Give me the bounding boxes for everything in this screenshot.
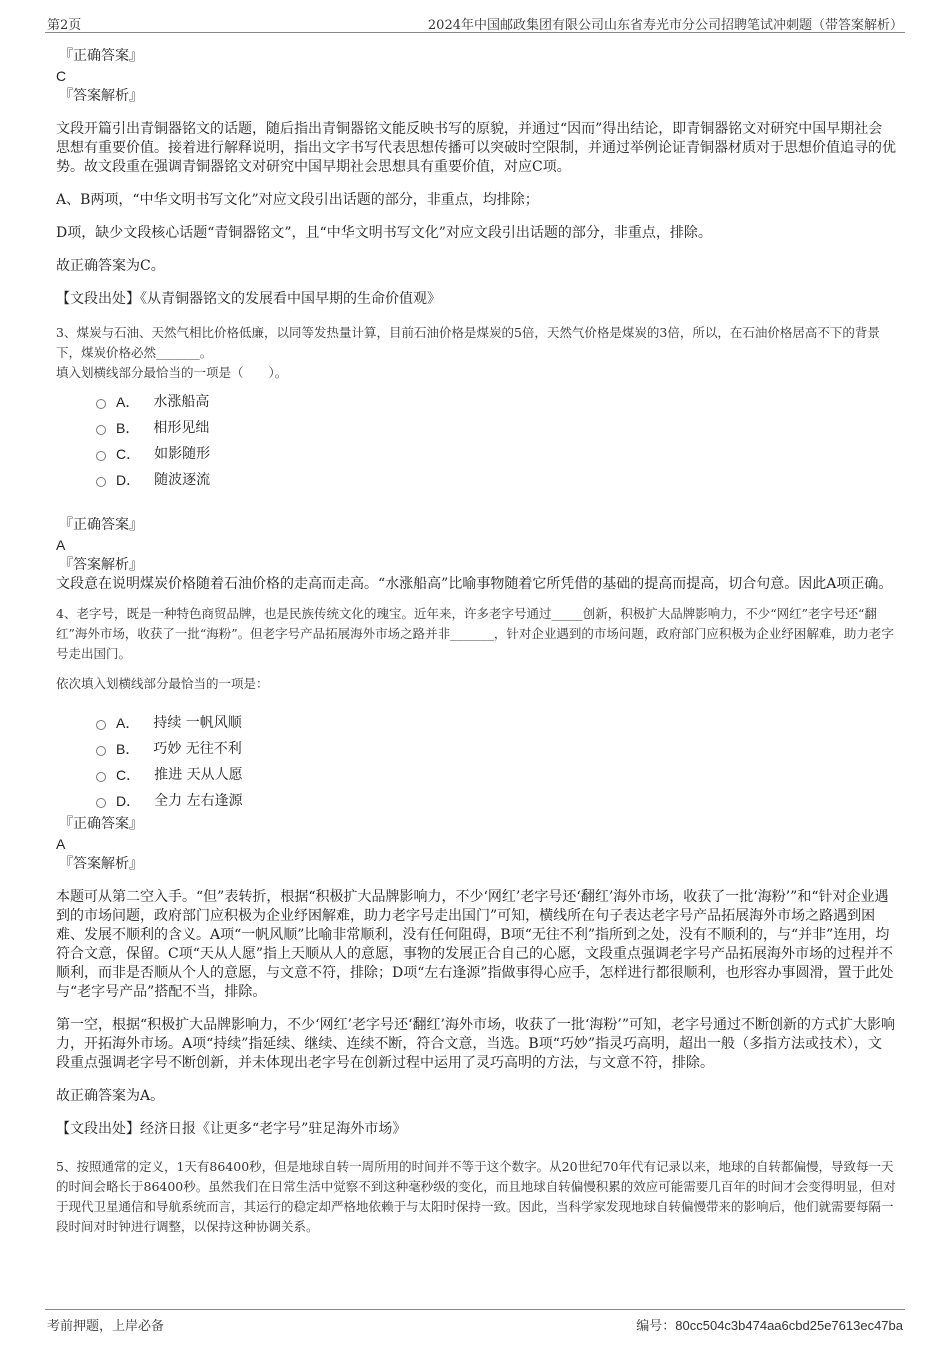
- analysis-text: 本题可从第二空入手。“但”表转折，根据“积极扩大品牌影响力，不少‘网红’老字号还‘翻红’海外市场，收获了一批‘海粉’”和“针对企业遇到的市场问题，政府部门应积极为企业纾困解难，助力老字号走出国门”可知，横线所在句子表达老字号产品拓展海外市场之路遇到困难、发展不顺利的含义。A项“一帆风顺”比喻非常顺利，没有任何阻碍，B项“无往不利”指所到之处，没有不顺利的，与“并非”连用，均符合文意，保留。C项“天从人愿”指上天顺从人的意愿，事物的发展正合自己的心愿，文段重点强调老字号产品拓展海外市场的过程并不顺利，而非是否顺从个人的意愿，与文意不符，排除；D项“左右逢源”指做事得心应手，怎样进行都很顺利，也形容办事圆滑，置于此处与“老字号产品”搭配不当，排除。: [56, 889, 894, 1000]
- answer-label: 『正确答案』: [59, 48, 143, 64]
- option-text: 随波逐流: [154, 472, 211, 488]
- answer-label: 『正确答案』: [59, 517, 143, 533]
- radio-icon[interactable]: [96, 720, 106, 730]
- page-number: 第2页: [47, 18, 82, 33]
- option-text: 持续 一帆风顺: [153, 715, 242, 731]
- source-citation: 【文段出处】经济日报《让更多“老字号”驻足海外市场》: [56, 1121, 407, 1137]
- option-d[interactable]: [96, 467, 896, 493]
- question-stem: 4、老字号，既是一种特色商贸品牌，也是民族传统文化的瑰宝。近年来，许多老字号通过_____创新，积极扩大品牌影响力，不少“网红”老字号还“翻红”海外市场，收获了一批“海粉”。但老字号产品拓展海外市场之路并非_______，针对企业遇到的市场问题，政府部门应积极为企业纾困解难，助力老字号走出国门。: [56, 606, 894, 661]
- radio-icon[interactable]: [96, 798, 106, 808]
- radio-icon[interactable]: [96, 477, 106, 487]
- document-title: 2024年中国邮政集团有限公司山东省寿光市分公司招聘笔试冲刺题（带答案解析）: [427, 18, 903, 33]
- option-letter: C．: [116, 446, 141, 462]
- question-stem: 5、按照通常的定义，1天有86400秒，但是地球自转一周所用的时间并不等于这个数字。从20世纪70年代有记录以来，地球的自转都偏慢，导致每一天的时间会略长于86400秒。虽然我们在日常生活中觉察不到这种毫秒级的变化，而且地球自转偏慢积累的效应可能需要几百年的时间才会变得明显，但对于现代卫星通信和导航系统而言，其运行的稳定却严格地依赖于与太阳时保持一致。因此，当科学家发现地球自转偏慢带来的影响后，他们就需要每隔一段时间对时钟进行调整，以保持这种协调关系。: [56, 1159, 896, 1234]
- analysis-text: 文段开篇引出青铜器铭文的话题，随后指出青铜器铭文能反映书写的原貌，并通过“因而”得出结论，即青铜器铭文对研究中国早期社会思想有重要价值。接着进行解释说明，指出文字书写代表思想传播可以突破时空限制，并通过举例论证青铜器材质对于思想价值追寻的优势。故文段重在强调青铜器铭文对研究中国早期社会思想具有重要价值，对应C项。: [56, 121, 896, 175]
- analysis-text: 文段意在说明煤炭价格随着石油价格的走高而走高。“水涨船高”比喻事物随着它所凭借的基础的提高而提高，切合句意。因此A项正确。: [56, 576, 893, 592]
- option-letter: D．: [116, 793, 141, 809]
- answer-value: A: [56, 836, 66, 852]
- question-prompt: 填入划横线部分最恰当的一项是（ ）。: [56, 365, 288, 380]
- option-letter: A．: [116, 715, 140, 731]
- radio-icon[interactable]: [96, 746, 106, 756]
- option-b[interactable]: [96, 415, 896, 441]
- question-stem: 3、煤炭与石油、天然气相比价格低廉，以同等发热量计算，目前石油价格是煤炭的5倍，天然气价格是煤炭的3倍，所以，在石油价格居高不下的背景下，煤炭价格必然_______。: [56, 325, 880, 360]
- option-letter: B．: [116, 420, 140, 436]
- radio-icon[interactable]: [96, 772, 106, 782]
- footer-slogan: 考前押题，上岸必备: [47, 1319, 165, 1334]
- option-letter: D．: [116, 472, 141, 488]
- answer-value: A: [56, 537, 66, 553]
- option-text: 水涨船高: [153, 394, 210, 410]
- question-prompt: 依次填入划横线部分最恰当的一项是：: [56, 676, 269, 691]
- option-a[interactable]: [96, 710, 896, 736]
- option-letter: B．: [116, 741, 140, 757]
- source-citation: 【文段出处】《从青铜器铭文的发展看中国早期的生命价值观》: [56, 291, 441, 307]
- document-id: 编号：80cc504c3b474aa6cbd25e7613ec47ba: [636, 1318, 903, 1333]
- analysis-text: 第一空，根据“积极扩大品牌影响力，不少‘网红’老字号还‘翻红’海外市场，收获了一批‘海粉’”可知，老字号通过不断创新的方式扩大影响力，开拓海外市场。A项“持续”指延续、继续、连续不断，符合文意，当选。B项“巧妙”指灵巧高明，超出一般（多指方法或技术），文段重点强调老字号不断创新，并未体现出老字号在创新过程中运用了灵巧高明的方法，与文意不符，排除。: [56, 1017, 896, 1071]
- analysis-label: 『答案解析』: [59, 557, 143, 573]
- option-text: 巧妙 无往不利: [153, 741, 242, 757]
- page-header: [45, 12, 905, 33]
- page-footer: [45, 1309, 905, 1336]
- page-content: [56, 46, 896, 1237]
- analysis-label: 『答案解析』: [59, 856, 143, 872]
- option-text: 全力 左右逢源: [154, 793, 243, 809]
- analysis-text: A、B两项，“中华文明书写文化”对应文段引出话题的部分，非重点，均排除；: [56, 192, 539, 208]
- answer-label: 『正确答案』: [59, 816, 143, 832]
- analysis-conclusion: 故正确答案为A。: [56, 1088, 165, 1104]
- radio-icon[interactable]: [96, 451, 106, 461]
- option-text: 相形见绌: [153, 420, 210, 436]
- analysis-label: 『答案解析』: [59, 88, 143, 104]
- option-letter: C．: [116, 767, 141, 783]
- option-text: 如影随形: [154, 446, 211, 462]
- option-a[interactable]: [96, 389, 896, 415]
- radio-icon[interactable]: [96, 425, 106, 435]
- option-list: [96, 710, 896, 814]
- option-list: [96, 389, 896, 493]
- answer-value: C: [56, 68, 67, 84]
- option-text: 推进 天从人愿: [154, 767, 243, 783]
- option-b[interactable]: [96, 736, 896, 762]
- option-c[interactable]: [96, 762, 896, 788]
- option-c[interactable]: [96, 441, 896, 467]
- analysis-conclusion: 故正确答案为C。: [56, 258, 165, 274]
- analysis-text: D项，缺少文段核心话题“青铜器铭文”，且“中华文明书写文化”对应文段引出话题的部分，非重点，排除。: [56, 225, 712, 241]
- radio-icon[interactable]: [96, 399, 106, 409]
- option-letter: A．: [116, 394, 140, 410]
- option-d[interactable]: [96, 788, 896, 814]
